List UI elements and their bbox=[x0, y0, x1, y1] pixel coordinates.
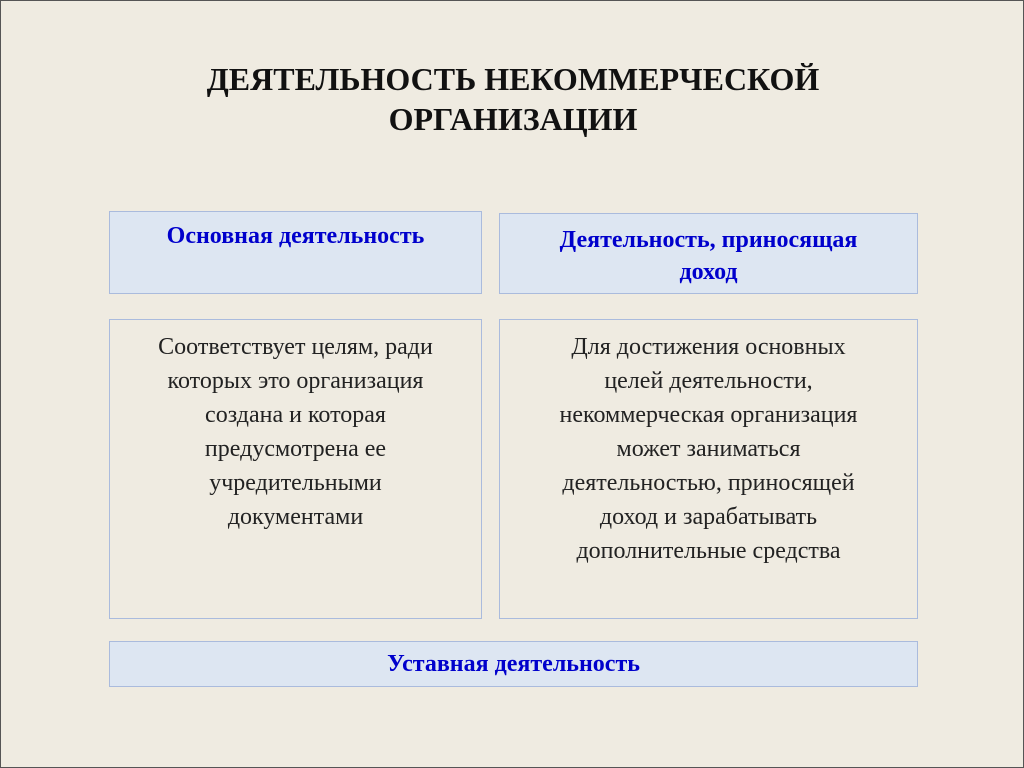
main-activity-description bbox=[109, 319, 482, 619]
income-activity-header bbox=[499, 213, 918, 294]
text-line: может заниматься bbox=[616, 436, 801, 462]
text-line: создана и которая bbox=[205, 402, 386, 428]
text-line: целей деятельности, bbox=[604, 368, 813, 394]
text-line: некоммерческая организация bbox=[559, 402, 858, 428]
text-line: которых это организация bbox=[167, 368, 424, 394]
text-line: Соответствует целям, ради bbox=[158, 334, 433, 360]
text-line: документами bbox=[227, 504, 364, 530]
text-line: доход и зарабатывать bbox=[599, 504, 818, 530]
statutory-activity-footer bbox=[109, 641, 918, 687]
main-activity-header bbox=[109, 211, 482, 294]
main-activity-label: Основная деятельность bbox=[166, 223, 425, 249]
income-activity-label-1: Деятельность, приносящая bbox=[559, 227, 858, 253]
text-line: Для достижения основных bbox=[571, 334, 846, 360]
title-line-1: ДЕЯТЕЛЬНОСТЬ НЕКОММЕРЧЕСКОЙ bbox=[206, 61, 820, 97]
title-line-2: ОРГАНИЗАЦИИ bbox=[388, 101, 638, 137]
text-line: учредительными bbox=[209, 470, 382, 496]
statutory-activity-label: Уставная деятельность bbox=[387, 651, 640, 677]
text-line: предусмотрена ее bbox=[204, 436, 387, 462]
income-activity-description bbox=[499, 319, 918, 619]
slide-title bbox=[101, 59, 925, 139]
text-line: деятельностью, приносящей bbox=[562, 470, 855, 496]
text-line: дополнительные средства bbox=[576, 538, 841, 564]
income-activity-label-2: доход bbox=[679, 259, 738, 285]
